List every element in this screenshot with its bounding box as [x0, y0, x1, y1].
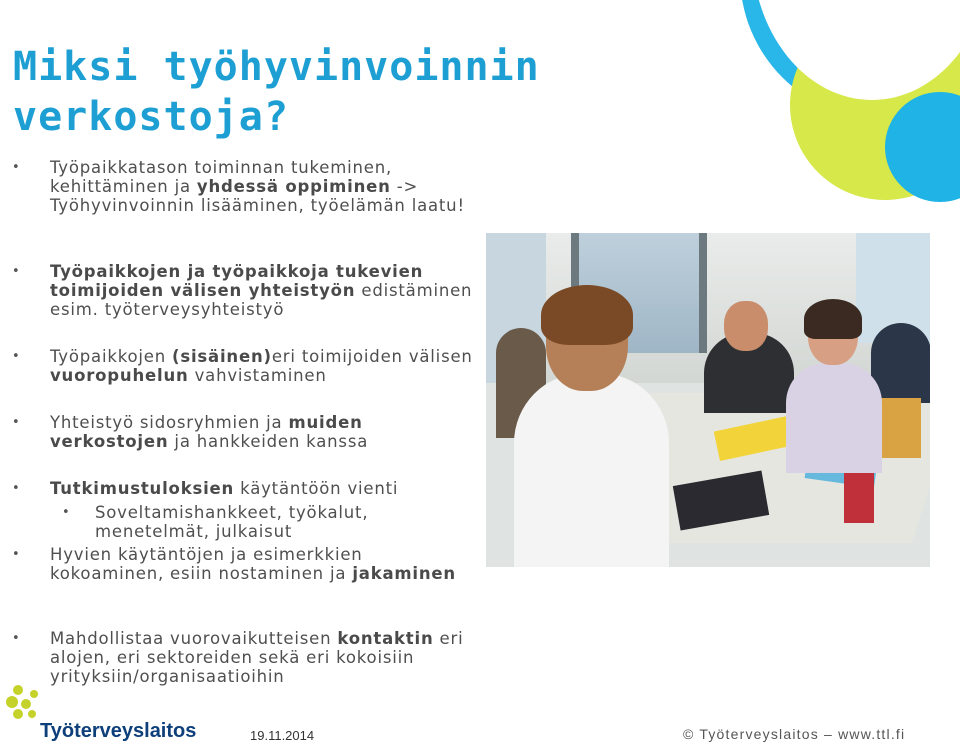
bullet-text-run: Mahdollistaa vuorovaikutteisen [50, 629, 338, 648]
bullet-text-run: edistäminen esim. työterveysyhteistyö [50, 281, 473, 319]
bullet-text-run: vuoropuhelun [50, 366, 189, 385]
footer-copyright: © Työterveyslaitos – www.ttl.fi [683, 726, 906, 742]
bullet-4 [50, 413, 480, 451]
bullet-text-run: (sisäinen) [172, 347, 272, 366]
bullet-text-run: Työpaikkojen ja työpaikkoja tukevien toimijoiden välisen yhteistyön [50, 262, 424, 300]
sub-bullet: • Soveltamishankkeet, työkalut, menetelmät, julkaisut [95, 503, 475, 541]
logo-text: Työterveyslaitos [40, 720, 197, 742]
bullet-text-run: käytäntöön vienti [234, 479, 399, 498]
bullet-text-run: Tutkimustuloksien [50, 479, 235, 498]
bullet-text-run: eri toimijoiden välisen [271, 347, 473, 366]
meeting-photo [486, 233, 930, 567]
bullet-1 [50, 158, 480, 215]
bullet-5 [50, 479, 480, 498]
bullet-6 [50, 545, 480, 583]
bullet-text-run: Työpaikkatason toiminnan tukeminen, kehittäminen ja [50, 158, 392, 196]
bullet-text-run: eri alojen, eri sektoreiden sekä eri kokoisiin yrityksiin/organisaatioihin [50, 629, 464, 686]
bullet-7 [50, 629, 480, 686]
bullet-text-run: yhdessä oppiminen [196, 177, 391, 196]
bullet-text-run: -> Työhyvinvoinnin lisääminen, työelämän laatu! [50, 177, 465, 215]
footer-date: 19.11.2014 [250, 728, 315, 743]
slide-title: Miksi työhyvinvoinnin verkostoja? [13, 44, 540, 140]
bullet-text-run: muiden verkostojen [50, 413, 363, 451]
bullet-text-run: kontaktin [337, 629, 434, 648]
bullet-text-run: jakaminen [352, 564, 456, 583]
bullet-text-run: vahvistaminen [188, 366, 327, 385]
bullet-text-run: Hyvien käytäntöjen ja esimerkkien kokoaminen, esiin nostaminen ja [50, 545, 363, 583]
bullet-text-run: ja hankkeiden kanssa [168, 432, 369, 451]
bullet-text-run: Yhteistyö sidosryhmien ja [50, 413, 289, 432]
bullet-text-run: Työpaikkojen [50, 347, 172, 366]
bullet-3 [50, 347, 480, 385]
bullet-2 [50, 262, 480, 319]
